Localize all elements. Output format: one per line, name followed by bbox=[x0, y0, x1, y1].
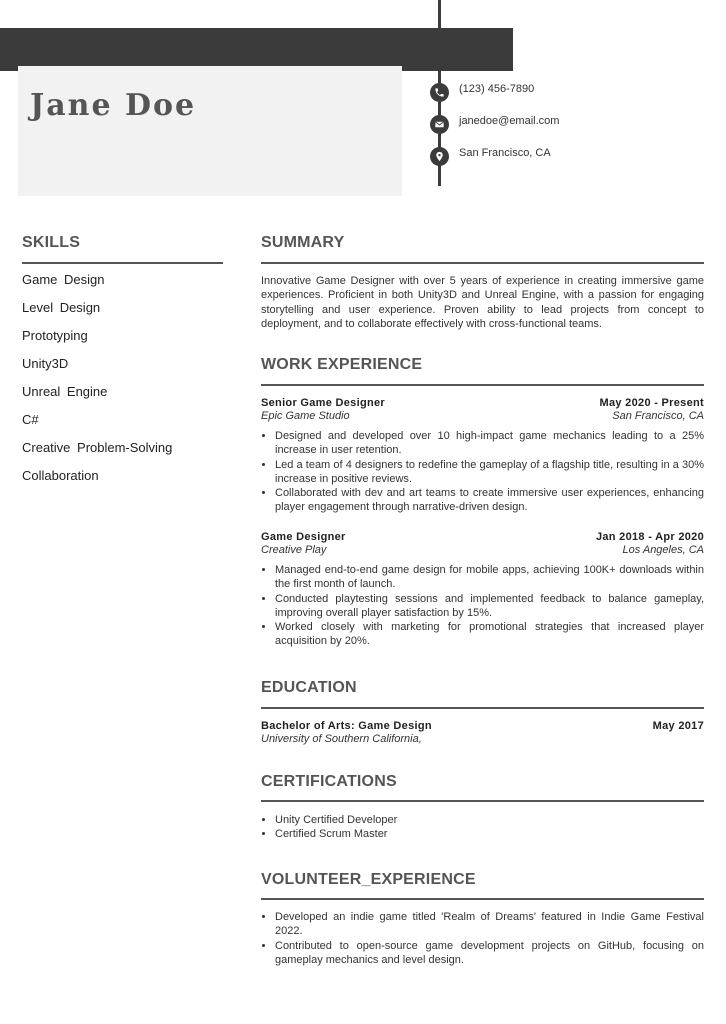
work-title: WORK EXPERIENCE bbox=[261, 356, 423, 373]
contact-email: janedoe@email.com bbox=[459, 115, 560, 127]
volunteer-list bbox=[261, 910, 704, 967]
job-company: Creative Play bbox=[261, 544, 327, 556]
volunteer-item: • Contributed to open-source game development projects on GitHub, focusing on gameplay mechanics and level design. bbox=[275, 939, 704, 968]
job-role: Senior Game Designer bbox=[261, 397, 385, 409]
job-bullets bbox=[261, 429, 704, 515]
certifications-list bbox=[261, 813, 704, 842]
skill-item: Game Design bbox=[22, 272, 105, 287]
email-icon bbox=[430, 115, 449, 134]
job-bullet: • Collaborated with dev and art teams to create immersive user experiences, enhancing player engagement through narrative-driven design. bbox=[275, 486, 704, 515]
certification-item: • Unity Certified Developer bbox=[275, 813, 704, 827]
summary-title: SUMMARY bbox=[261, 234, 345, 251]
job-company: Epic Game Studio bbox=[261, 410, 350, 422]
skill-item: Collaboration bbox=[22, 468, 99, 483]
education-school: University of Southern California, bbox=[261, 733, 422, 745]
volunteer-item: • Developed an indie game titled 'Realm of Dreams' featured in Indie Game Festival 2022. bbox=[275, 910, 704, 939]
job-bullet: • Worked closely with marketing for promotional strategies that increased player acquisition by 20%. bbox=[275, 620, 704, 649]
job-role: Game Designer bbox=[261, 531, 346, 543]
header-bar bbox=[0, 28, 513, 71]
phone-icon bbox=[430, 83, 449, 102]
education-degree: Bachelor of Arts: Game Design bbox=[261, 720, 432, 732]
contact-phone: (123) 456-7890 bbox=[459, 83, 535, 95]
location-icon bbox=[430, 147, 449, 166]
job-entry bbox=[261, 531, 704, 649]
skill-item: Creative Problem-Solving bbox=[22, 440, 173, 455]
contact-location: San Francisco, CA bbox=[459, 147, 551, 159]
volunteer-section bbox=[261, 903, 704, 967]
skill-item: Prototyping bbox=[22, 328, 88, 343]
skills-divider bbox=[22, 262, 223, 264]
skills-title: SKILLS bbox=[22, 234, 81, 251]
education-title: EDUCATION bbox=[261, 679, 357, 696]
skills-list bbox=[22, 272, 172, 496]
summary-section bbox=[261, 274, 704, 331]
certifications-section bbox=[261, 806, 704, 842]
job-bullet: • Managed end-to-end game design for mobile apps, achieving 100K+ downloads within the first month of launch. bbox=[275, 563, 704, 592]
skill-item: Unity3D bbox=[22, 356, 69, 371]
certifications-title: CERTIFICATIONS bbox=[261, 773, 397, 790]
job-dates: Jan 2018 - Apr 2020 bbox=[595, 531, 704, 543]
job-bullets bbox=[261, 563, 704, 649]
job-location: San Francisco, CA bbox=[612, 410, 704, 422]
certification-item: • Certified Scrum Master bbox=[275, 827, 704, 841]
volunteer-divider bbox=[261, 898, 704, 900]
name-box bbox=[18, 66, 402, 196]
summary-divider bbox=[261, 262, 704, 264]
job-bullet: • Designed and developed over 10 high-impact game mechanics leading to a 25% increase in user retention. bbox=[275, 429, 704, 458]
job-dates: May 2020 - Present bbox=[599, 397, 704, 409]
work-divider bbox=[261, 384, 704, 386]
candidate-name: Jane Doe bbox=[30, 88, 197, 123]
education-entry bbox=[261, 720, 704, 745]
job-bullet: • Conducted playtesting sessions and implemented feedback to balance gameplay, improving overall player satisfaction by 15%. bbox=[275, 592, 704, 621]
job-location: Los Angeles, CA bbox=[622, 544, 704, 556]
education-divider bbox=[261, 707, 704, 709]
skill-item: Level Design bbox=[22, 300, 101, 315]
summary-text: Innovative Game Designer with over 5 years of experience in creating immersive game experiences. Proficient in both Unity3D and Unreal Engine, with a passion for engaging storytelling and user experience. Proven ability to lead projects from concept to deployment, and to collaborate effectively with cross-functional teams. bbox=[261, 275, 704, 330]
education-date: May 2017 bbox=[652, 720, 704, 732]
job-bullet: • Led a team of 4 designers to redefine the gameplay of a flagship title, resulting in a 30% increase in positive reviews. bbox=[275, 458, 704, 487]
volunteer-title: VOLUNTEER_EXPERIENCE bbox=[261, 871, 476, 888]
skill-item: Unreal Engine bbox=[22, 384, 108, 399]
certifications-divider bbox=[261, 800, 704, 802]
skill-item: C# bbox=[22, 412, 39, 427]
job-entry bbox=[261, 397, 704, 515]
